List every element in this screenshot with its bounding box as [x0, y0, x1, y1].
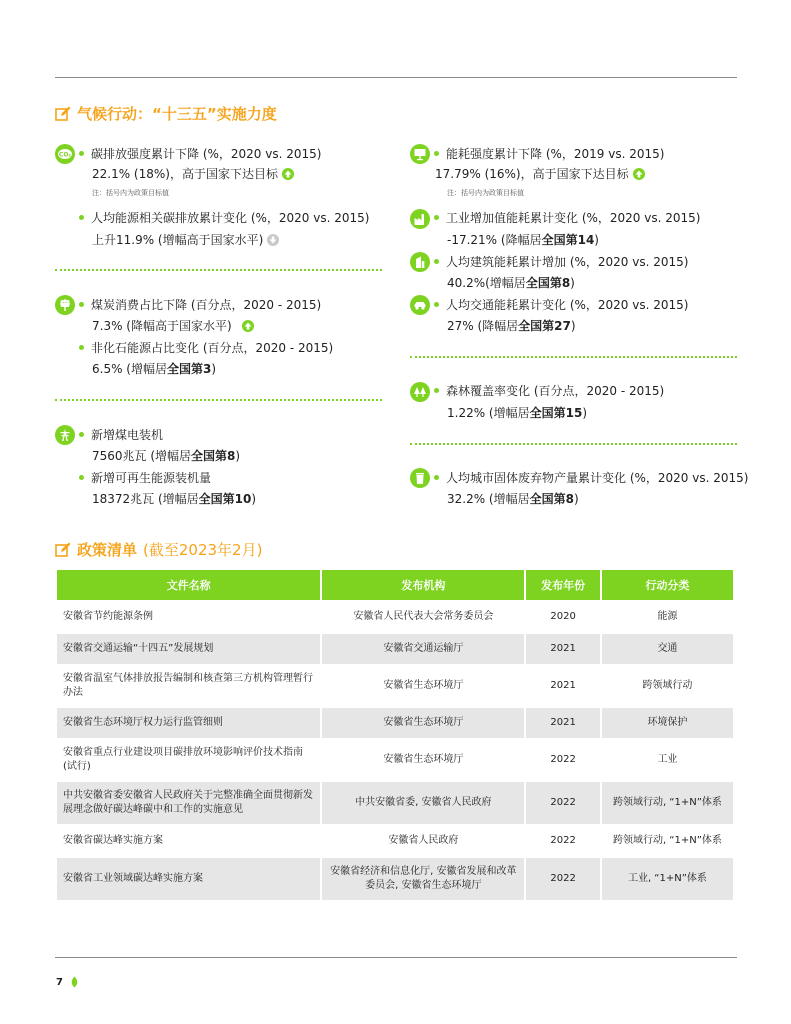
- cell-publisher: 安徽省交通运输厅: [322, 634, 524, 664]
- divider-left-2: [55, 399, 382, 401]
- cell-category: 环境保护: [602, 708, 733, 738]
- top-rule: [55, 77, 737, 78]
- cell-doc-name: 安徽省节约能源条例: [63, 611, 153, 622]
- table-row: [57, 666, 733, 706]
- left-g1-item1-value: 22.1% (18%)，高于国家下达目标: [92, 166, 294, 182]
- right-r4-value: 27% (降幅居全国第27): [447, 319, 576, 333]
- table-row: [57, 602, 733, 632]
- left-g3-item1-value: 7560兆瓦 (增幅居全国第8): [92, 449, 241, 463]
- cell-year: 2021: [526, 708, 600, 738]
- leaf-icon: [70, 976, 79, 988]
- left-g1-item1-label: 碳排放强度累计下降 (%，2020 vs. 2015): [79, 146, 321, 162]
- cell-publisher: 安徽省经济和信息化厅, 安徽省发展和改革委员会, 安徽省生态环境厅: [322, 858, 524, 900]
- left-g2-item1-value: 7.3% (降幅高于国家水平): [92, 318, 254, 334]
- cell-year: 2022: [550, 754, 576, 765]
- right-r1-value: 17.79% (16%)，高于国家下达目标: [435, 166, 645, 182]
- cell-year: 2021: [550, 680, 576, 691]
- table-row: [57, 782, 733, 824]
- cell-category: 跨领域行动, “1+N”体系: [602, 782, 733, 824]
- header-category: 行动分类: [602, 570, 733, 600]
- factory-icon: [410, 209, 430, 229]
- cell-year: 2022: [526, 782, 600, 824]
- cell-publisher: 安徽省生态环境厅: [383, 754, 464, 765]
- power-tower-icon: [55, 425, 75, 445]
- left-g2-item2-label: 非化石能源占比变化 (百分点，2020 - 2015): [79, 340, 333, 356]
- cell-doc-name: 安徽省碳达峰实施方案: [63, 835, 163, 846]
- cell-publisher: 安徽省人民政府: [388, 835, 459, 846]
- coal-cart-icon: [55, 295, 75, 315]
- car-icon: [410, 295, 430, 315]
- cell-doc-name: 安徽省工业领域碳达峰实施方案: [57, 858, 320, 900]
- arrow-down-icon: [267, 234, 279, 246]
- divider-right-1: [410, 356, 737, 358]
- header-year: 发布年份: [526, 570, 600, 600]
- right-r1-note: 注：括号内为政策目标值: [447, 189, 524, 197]
- cell-category: 能源: [657, 611, 678, 622]
- right-r6-label: 人均城市固体废弃物产量累计变化 (%，2020 vs. 2015): [434, 470, 748, 486]
- arrow-up-icon: [242, 320, 254, 332]
- edit-icon: [55, 106, 71, 122]
- left-g3-item1-label: 新增煤电装机: [79, 427, 163, 443]
- right-r1-label: 能耗强度累计下降 (%，2019 vs. 2015): [434, 146, 664, 162]
- cell-category: 交通: [602, 634, 733, 664]
- cell-doc-name: 安徽省温室气体排放报告编制和核查第三方机构管理暂行办法: [63, 673, 313, 698]
- cell-category: 工业, “1+N”体系: [602, 858, 733, 900]
- table-header-row: [57, 570, 733, 600]
- table-row: [57, 634, 733, 664]
- cell-year: 2022: [526, 858, 600, 900]
- cell-publisher: 安徽省人民代表大会常务委员会: [353, 611, 494, 622]
- cell-year: 2022: [550, 835, 576, 846]
- left-g1-note: 注：括号内为政策目标值: [92, 189, 169, 197]
- forest-icon: [410, 382, 430, 402]
- trash-bin-icon: [410, 468, 430, 488]
- header-publisher: 发布机构: [322, 570, 524, 600]
- right-r5-value: 1.22% (增幅居全国第15): [447, 406, 588, 420]
- co2-icon: [55, 144, 75, 164]
- arrow-up-icon: [282, 168, 294, 180]
- left-g1-item2-value: 上升11.9% (增幅高于国家水平): [92, 232, 279, 248]
- cell-doc-name: 安徽省生态环境厅权力运行监管细则: [57, 708, 320, 738]
- cell-year: 2020: [550, 611, 576, 622]
- svg-text:CO₂: CO₂: [58, 151, 72, 159]
- cell-year: 2021: [526, 634, 600, 664]
- left-g3-item2-label: 新增可再生能源装机量: [79, 470, 211, 486]
- table-row: [57, 708, 733, 738]
- cell-publisher: 中共安徽省委, 安徽省人民政府: [322, 782, 524, 824]
- cell-publisher: 安徽省生态环境厅: [322, 708, 524, 738]
- cell-doc-name: 安徽省交通运输“十四五”发展规划: [57, 634, 320, 664]
- cell-category: 跨领域行动: [642, 680, 693, 691]
- page-number: 7: [56, 977, 63, 988]
- edit-icon: [55, 542, 71, 558]
- cell-doc-name: 安徽省重点行业建设项目碳排放环境影响评价技术指南(试行): [63, 747, 303, 772]
- right-r6-value: 32.2% (增幅居全国第8): [447, 492, 579, 506]
- left-g3-item2-value: 18372兆瓦 (增幅居全国第10): [92, 492, 257, 506]
- divider-right-2: [410, 443, 737, 445]
- cell-category: 工业: [657, 754, 678, 765]
- right-r4-label: 人均交通能耗累计变化 (%，2020 vs. 2015): [434, 297, 688, 313]
- table-row: [57, 740, 733, 780]
- section-title-text: 政策清单: [77, 541, 138, 559]
- right-r2-label: 工业增加值能耗累计变化 (%，2020 vs. 2015): [434, 210, 700, 226]
- divider-left-1: [55, 269, 382, 271]
- section-title-policy: [55, 539, 262, 560]
- right-r3-label: 人均建筑能耗累计增加 (%，2020 vs. 2015): [434, 254, 688, 270]
- left-g1-item2-label: 人均能源相关碳排放累计变化 (%，2020 vs. 2015): [79, 210, 369, 226]
- cell-category: 跨领域行动, “1+N”体系: [612, 835, 722, 846]
- policy-table: [55, 568, 735, 902]
- bottom-rule: [55, 957, 737, 958]
- arrow-up-icon: [633, 168, 645, 180]
- section-title-climate: [55, 103, 277, 124]
- cell-doc-name: 中共安徽省委安徽省人民政府关于完整准确全面贯彻新发展理念做好碳达峰碳中和工作的实施意见: [57, 782, 320, 824]
- right-r5-label: 森林覆盖率变化 (百分点，2020 - 2015): [434, 383, 664, 399]
- table-row: [57, 826, 733, 856]
- left-g2-item1-label: 煤炭消费占比下降 (百分点，2020 - 2015): [79, 297, 321, 313]
- right-r3-value: 40.2%(增幅居全国第8): [447, 276, 575, 290]
- table-row: [57, 858, 733, 900]
- section-subtitle: (截至2023年2月): [143, 541, 263, 559]
- header-doc-name: 文件名称: [57, 570, 320, 600]
- cell-publisher: 安徽省生态环境厅: [383, 680, 464, 691]
- energy-screen-icon: [410, 144, 430, 164]
- section-title-text: 气候行动：“十三五”实施力度: [77, 105, 277, 123]
- left-g2-item2-value: 6.5% (增幅居全国第3): [92, 362, 217, 376]
- building-icon: [410, 252, 430, 272]
- right-r2-value: -17.21% (降幅居全国第14): [447, 233, 599, 247]
